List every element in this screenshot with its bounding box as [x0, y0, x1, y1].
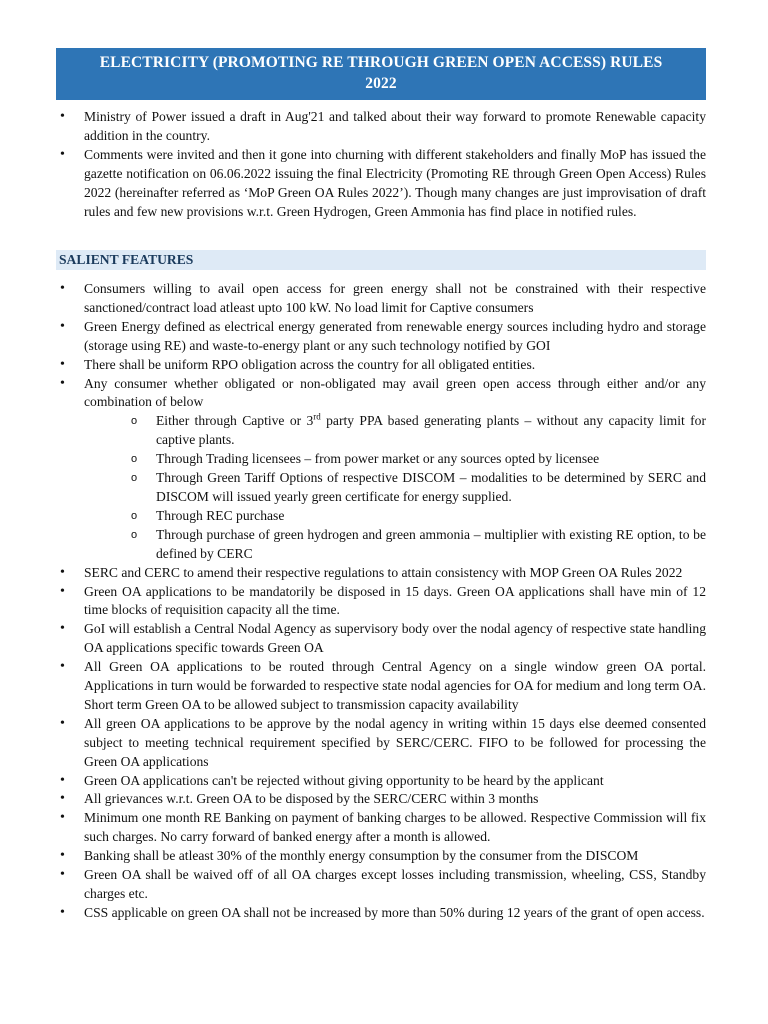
- sub-item: [84, 412, 706, 450]
- feature-item: • GoI will establish a Central Nodal Agency as supervisory body over the nodal agency of respective state handling OA applications specific towards Green OA: [56, 620, 706, 658]
- intro-item: • Comments were invited and then it gone into churning with different stakeholders and finally MoP has issued the gazette notification on 06.06.2022 issuing the final Electricity (Promoting RE through Green Open Access) Rules 2022 (hereinafter referred as ‘MoP Green OA Rules 2022’). Though many changes are just improvisation of draft rules and few new provisions w.r.t. Green Hydrogen, Green Ammonia has find place in notified rules.: [56, 146, 706, 222]
- feature-item: • CSS applicable on green OA shall not be increased by more than 50% during 12 years of the grant of open access.: [56, 904, 706, 923]
- feature-item: • All Green OA applications to be routed through Central Agency on a single window green OA portal. Applications in turn would be forwarded to respective state nodal agencies for OA for medium and long term OA. Short term Green OA to be allowed subject to transmission capacity availability: [56, 658, 706, 715]
- title-banner: [56, 48, 706, 100]
- sub-item: o Through Trading licensees – from power market or any sources opted by licensee: [84, 450, 706, 469]
- feature-item: • Green OA applications to be mandatorily be disposed in 15 days. Green OA applications shall have min of 12 time blocks of requisition capacity all the time.: [56, 583, 706, 621]
- feature-item: • Consumers willing to avail open access for green energy shall not be constrained with their respective sanctioned/contract load atleast upto 100 kW. No load limit for Captive consumers: [56, 280, 706, 318]
- sub-item: o Through purchase of green hydrogen and green ammonia – multiplier with existing RE option, to be defined by CERC: [84, 526, 706, 564]
- title-line-2: 2022: [365, 75, 397, 92]
- feature-sublist: [84, 412, 706, 563]
- feature-text: Any consumer whether obligated or non-obligated may avail green open access through either and/or any combination of below: [84, 375, 706, 410]
- superscript: rd: [313, 411, 321, 422]
- features-list: [56, 280, 706, 923]
- intro-item: • Ministry of Power issued a draft in Aug'21 and talked about their way forward to promote Renewable capacity addition in the country.: [56, 108, 706, 146]
- sub-item-text: party PPA based generating plants – without any capacity limit for captive plants.: [156, 413, 706, 448]
- sub-item: o Through Green Tariff Options of respective DISCOM – modalities to be determined by SERC and DISCOM will issued yearly green certificate for energy supplied.: [84, 469, 706, 507]
- feature-item: • Green OA shall be waived off of all OA charges except losses including transmission, wheeling, CSS, Standby charges etc.: [56, 866, 706, 904]
- sub-item: o Through REC purchase: [84, 507, 706, 526]
- feature-item: • Green Energy defined as electrical energy generated from renewable energy sources including hydro and storage (storage using RE) and waste-to-energy plant or any such technology notified by GOI: [56, 318, 706, 356]
- title-line-1: ELECTRICITY (PROMOTING RE THROUGH GREEN OPEN ACCESS) RULES: [99, 54, 663, 71]
- feature-item: • SERC and CERC to amend their respective regulations to attain consistency with MOP Green OA Rules 2022: [56, 564, 706, 583]
- sub-item-text: Either through Captive or 3: [156, 413, 314, 429]
- feature-item: • There shall be uniform RPO obligation across the country for all obligated entities.: [56, 356, 706, 375]
- feature-item: • All grievances w.r.t. Green OA to be disposed by the SERC/CERC within 3 months: [56, 790, 706, 809]
- feature-item: [56, 375, 706, 564]
- feature-item: • All green OA applications to be approve by the nodal agency in writing within 15 days else deemed consented subject to meeting technical requirement specified by SERC/CERC. FIFO to be followed for processing the Green OA applications: [56, 715, 706, 772]
- feature-item: • Green OA applications can't be rejected without giving opportunity to be heard by the applicant: [56, 772, 706, 791]
- feature-item: • Minimum one month RE Banking on payment of banking charges to be allowed. Respective Commission will fix such charges. No carry forward of banked energy after a month is allowed.: [56, 809, 706, 847]
- intro-list: [56, 108, 706, 221]
- feature-item: • Banking shall be atleast 30% of the monthly energy consumption by the consumer from the DISCOM: [56, 847, 706, 866]
- section-heading: SALIENT FEATURES: [56, 250, 706, 270]
